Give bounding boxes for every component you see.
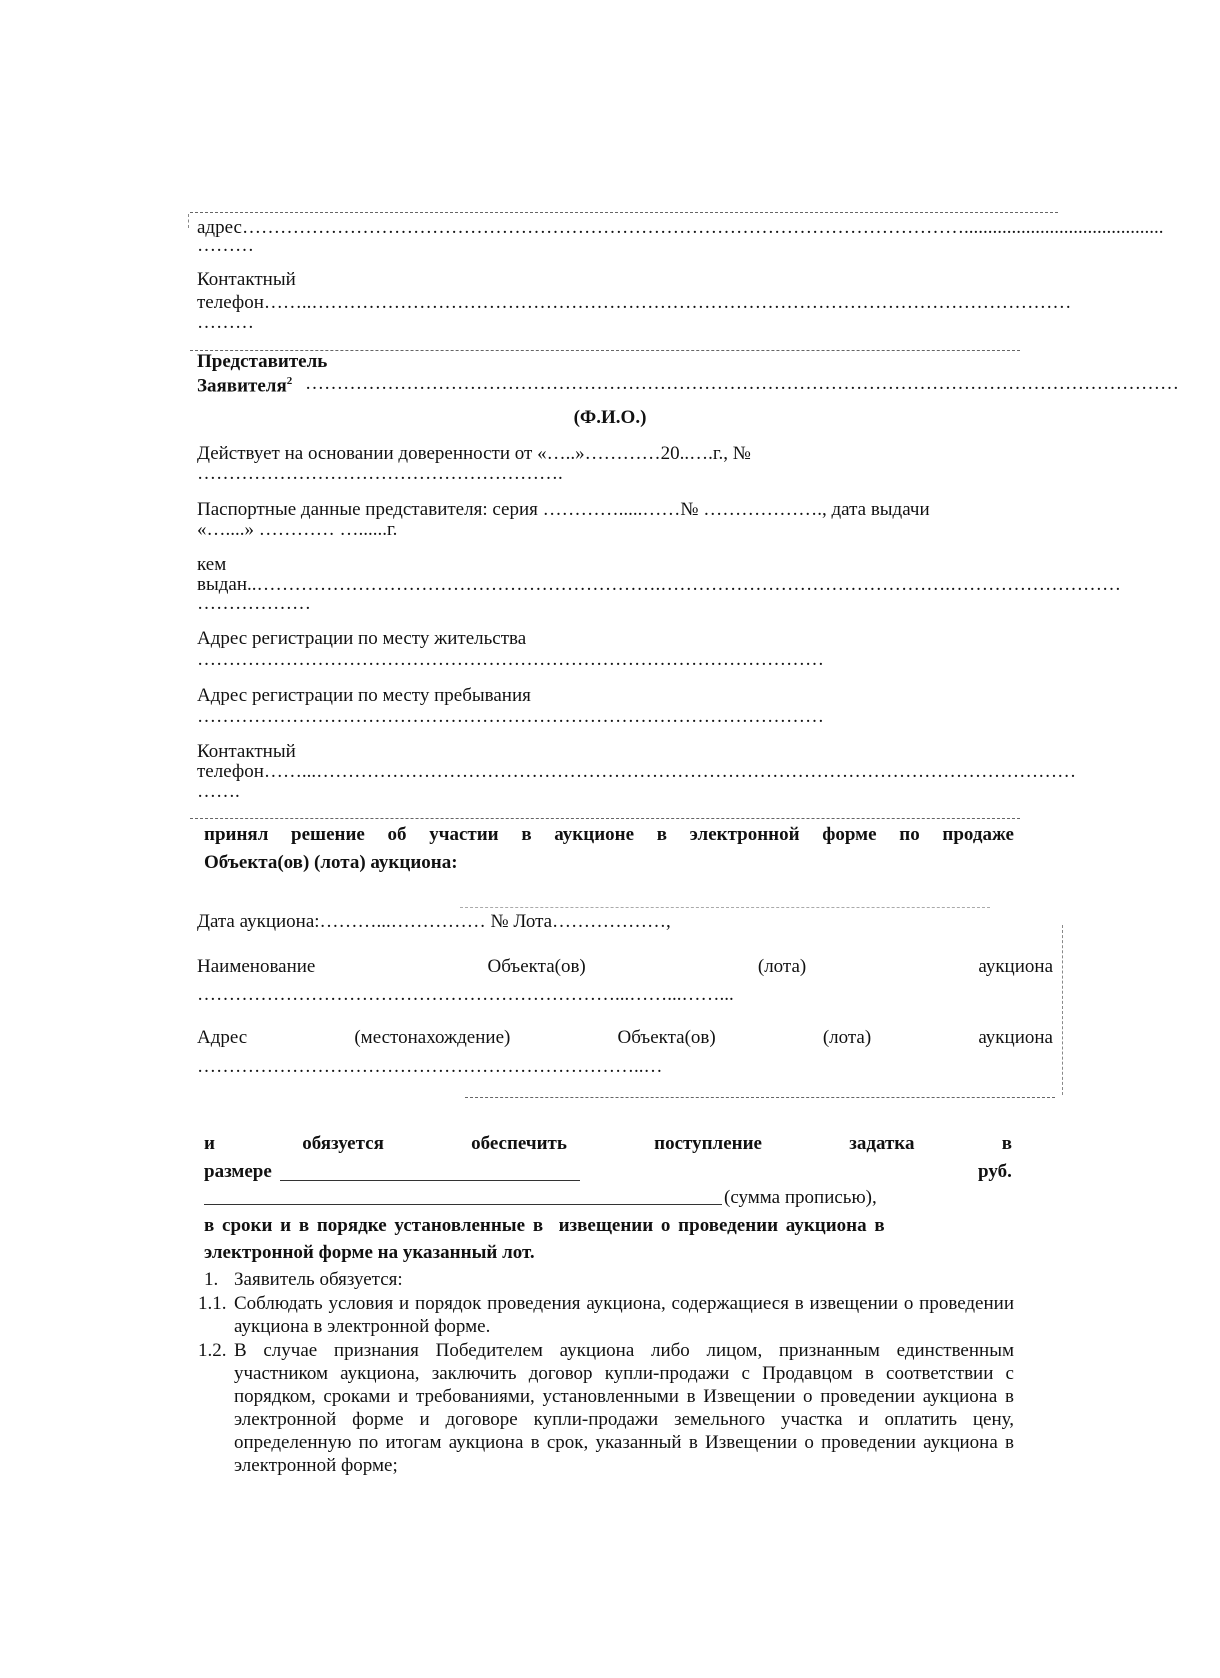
decision-line-1 [204,823,1014,846]
power-of-attorney-line: Действует на основании доверенности от «…..»…………20..….г., № [197,443,751,464]
auction-object-address-continuation: ……………………………………………………………..… [197,1056,663,1077]
word: аукциона [978,956,1053,977]
word: (местонахождение) [354,1027,511,1048]
separator-auction-bottom [465,1097,1055,1098]
word: и [204,1133,215,1154]
word: об [387,824,407,845]
word: в [521,824,532,845]
fio-caption: (Ф.И.О.) [573,407,647,428]
contact-phone-continuation: ……… [197,312,254,333]
word: электронной [689,824,800,845]
word: аукционе [554,824,635,845]
word: в [1001,1133,1012,1154]
auction-object-address-line [197,1026,1053,1049]
separator-decision [190,818,1020,819]
reg-residence-line: ……………………………………………………………………………………… [197,649,824,670]
issued-continuation: ……………… [197,593,311,614]
deposit-words-blank [204,1204,722,1205]
word: поступление [654,1133,762,1154]
issued-line: выдан..……………………………………………………….……………………………………….……………………… [197,574,1122,595]
word: обязуется [302,1133,384,1154]
word: Объекта(ов) [487,956,586,977]
applicant-word: Заявителя [197,375,287,397]
issued-label: кем [197,554,227,575]
list-number: 1. [204,1269,219,1290]
word: Наименование [197,956,316,977]
representative-label: Представитель [197,351,328,372]
word: форме [822,824,877,845]
address-line: адрес…………………………………………………………………………………………………….......................................... [197,217,1164,238]
word: участии [429,824,499,845]
word: решение [291,824,365,845]
decision-line-2: Объекта(ов) (лота) аукциона: [204,852,458,873]
word: по [899,824,920,845]
passport-line: Паспортные данные представителя: серия ………….....……№ ………………., дата выдачи [197,499,930,520]
list-item: В случае признания Победителем аукциона либо лицом, признанным единственным участником аукциона, заключить договор купли-продажи с Продавцом в соответствии с порядком, сроками и требованиями, установленными в Извещении о проведении аукциона в электронной форме и договоре купли-продажи земельного участка и оплатить цену, определенную по итогам аукциона в срок, указанный в Извещении о проведении аукциона в электронной форме; [234,1340,1014,1476]
deposit-amount-blank [280,1180,580,1181]
reg-stay-label: Адрес регистрации по месту пребывания [197,685,531,706]
separator-auction-top [460,907,990,908]
list-item: Заявитель обязуется: [234,1269,403,1290]
contact-label-2: Контактный [197,741,296,762]
word: (лота) [757,956,807,977]
scan-mark-left [188,214,189,228]
deposit-sum-in-words: (сумма прописью), [724,1187,877,1208]
representative-line: ………………………………………………………………………………………………………………………… [305,373,1179,394]
auction-object-name-continuation: …………………………………………………………...……...……... [197,984,734,1005]
reg-stay-line: ……………………………………………………………………………………… [197,706,824,727]
contact-phone-continuation-2: ……. [197,781,240,802]
contact-label: Контактный [197,269,296,290]
passport-continuation: «…....» ………… …......г. [197,519,398,540]
separator-top [190,212,1058,213]
word: задатка [849,1133,915,1154]
deposit-terms-line-1: в сроки и в порядке установленные в извещении о проведении аукциона в [204,1215,885,1236]
auction-date-line: Дата аукциона:………...…………… № Лота………………, [197,911,671,932]
power-of-attorney-continuation: …………………………………………………. [197,463,563,484]
word: Адрес [197,1027,248,1048]
address-continuation: ……… [197,235,254,256]
word: в [656,824,667,845]
word: продаже [942,824,1014,845]
list-number: 1.1. [198,1293,227,1314]
reg-residence-label: Адрес регистрации по месту жительства [197,628,527,649]
footnote-ref: 2 [286,375,293,387]
deposit-terms-line-2: электронной форме на указанный лот. [204,1242,535,1263]
word: аукциона [978,1027,1053,1048]
word: принял [204,824,269,845]
word: обеспечить [471,1133,567,1154]
contact-phone-line-2: телефон……...………………………………………………………………………………………………………… [197,761,1077,782]
deposit-size-label: размере [204,1161,272,1182]
list-number: 1.2. [198,1340,227,1361]
word: Объекта(ов) [617,1027,716,1048]
scan-mark-right [1062,925,1063,1095]
word: (лота) [822,1027,872,1048]
deposit-currency: руб. [978,1161,1012,1182]
deposit-line-1 [204,1132,1012,1155]
auction-object-name-line [197,955,1053,978]
representative-applicant-label [197,370,292,397]
contact-phone-line: телефон……..………………………………………………………………………………………………………… [197,292,1072,313]
list-item: Соблюдать условия и порядок проведения аукциона, содержащиеся в извещении о проведении аукциона в электронной форме. [234,1293,1014,1337]
